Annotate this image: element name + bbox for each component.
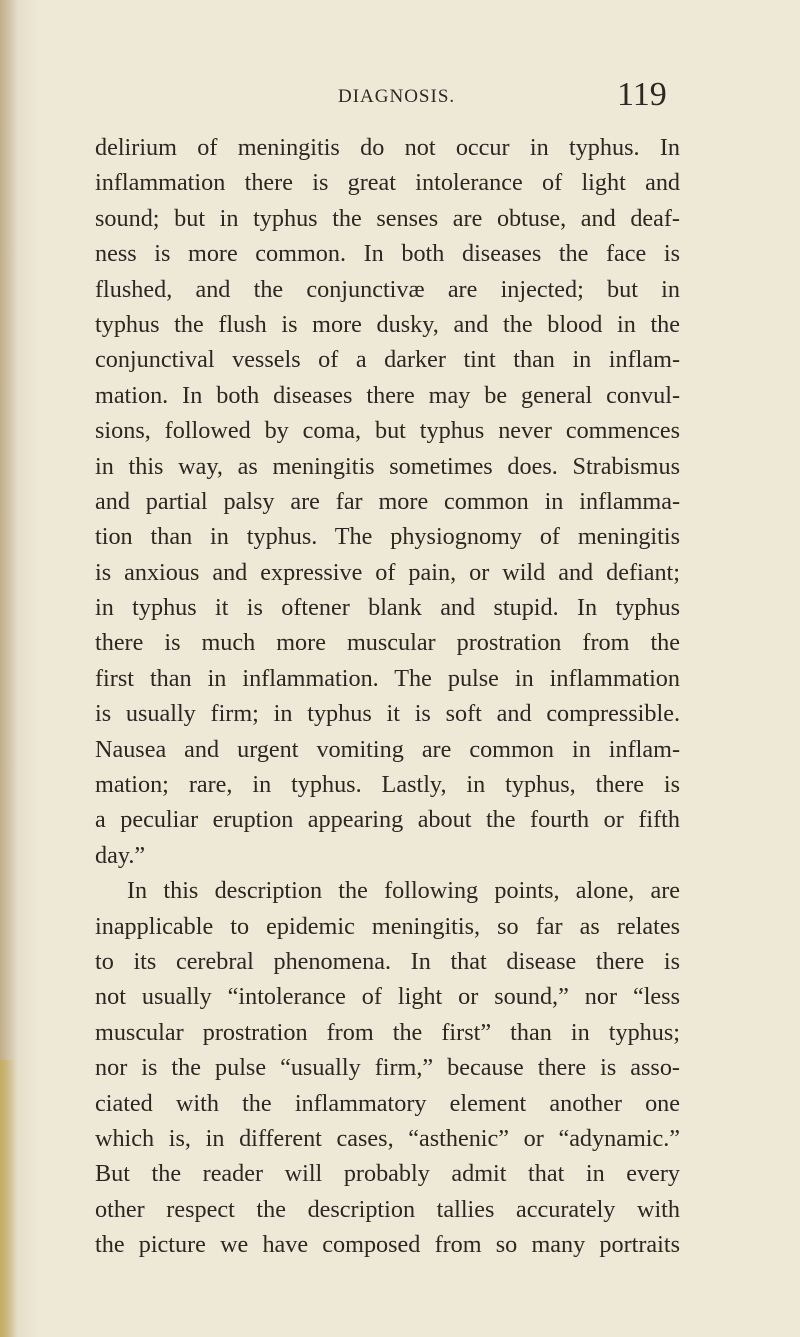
text-line: inapplicable to epidemic meningitis, so far as relates <box>95 912 680 940</box>
text-line: is usually firm; in typhus it is soft and compressible. <box>95 700 680 728</box>
text-line: to its cerebral phenomena. In that disease there is <box>95 947 680 975</box>
text-line: inflammation there is great intolerance of light and <box>95 169 680 197</box>
text-line: in this way, as meningitis sometimes does. Strabismus <box>95 452 680 480</box>
text-line: Nausea and urgent vomiting are common in inflam- <box>95 735 680 763</box>
text-line: a peculiar eruption appearing about the fourth or fifth <box>95 806 680 834</box>
text-line: and partial palsy are far more common in inflamma- <box>95 487 680 515</box>
paragraph-end-line: day.” <box>95 841 146 869</box>
text-line: ness is more common. In both diseases the face is <box>95 240 680 268</box>
text-line: delirium of meningitis do not occur in typhus. In <box>95 134 680 161</box>
text-line: is anxious and expressive of pain, or wild and defiant; <box>95 558 680 586</box>
text-line: conjunctival vessels of a darker tint than in inflam- <box>95 346 680 374</box>
text-line: mation; rare, in typhus. Lastly, in typhus, there is <box>95 771 680 799</box>
page-edge-stain <box>0 1060 16 1337</box>
text-line: other respect the description tallies accurately with <box>95 1195 680 1223</box>
text-line: not usually “intolerance of light or sound,” nor “less <box>95 983 680 1011</box>
text-line: flushed, and the conjunctivæ are injected; but in <box>95 275 680 303</box>
text-line: typhus the flush is more dusky, and the blood in the <box>95 310 680 338</box>
text-line: in typhus it is oftener blank and stupid. In typhus <box>95 594 680 622</box>
text-line: tion than in typhus. The physiognomy of meningitis <box>95 523 680 551</box>
text-line: first than in inflammation. The pulse in inflammation <box>95 664 680 692</box>
text-line: sound; but in typhus the senses are obtuse, and deaf- <box>95 204 680 232</box>
text-line: the picture we have composed from so many portraits <box>95 1231 680 1259</box>
page-number: 119 <box>617 76 667 113</box>
paragraph-start-line: In this description the following points, alone, are <box>127 877 680 905</box>
text-line: mation. In both diseases there may be general convul- <box>95 381 680 409</box>
text-line: muscular prostration from the first” than in typhus; <box>95 1018 680 1046</box>
running-head: DIAGNOSIS. <box>338 86 456 107</box>
text-line: which is, in different cases, “asthenic” or “adynamic.” <box>95 1124 680 1152</box>
text-line: nor is the pulse “usually firm,” because there is asso- <box>95 1054 680 1082</box>
text-line: there is much more muscular prostration from the <box>95 629 680 657</box>
text-line: sions, followed by coma, but typhus never commences <box>95 417 680 445</box>
text-line: But the reader will probably admit that in every <box>95 1160 680 1188</box>
text-line: ciated with the inflammatory element another one <box>95 1089 680 1117</box>
body-text <box>95 130 680 1263</box>
